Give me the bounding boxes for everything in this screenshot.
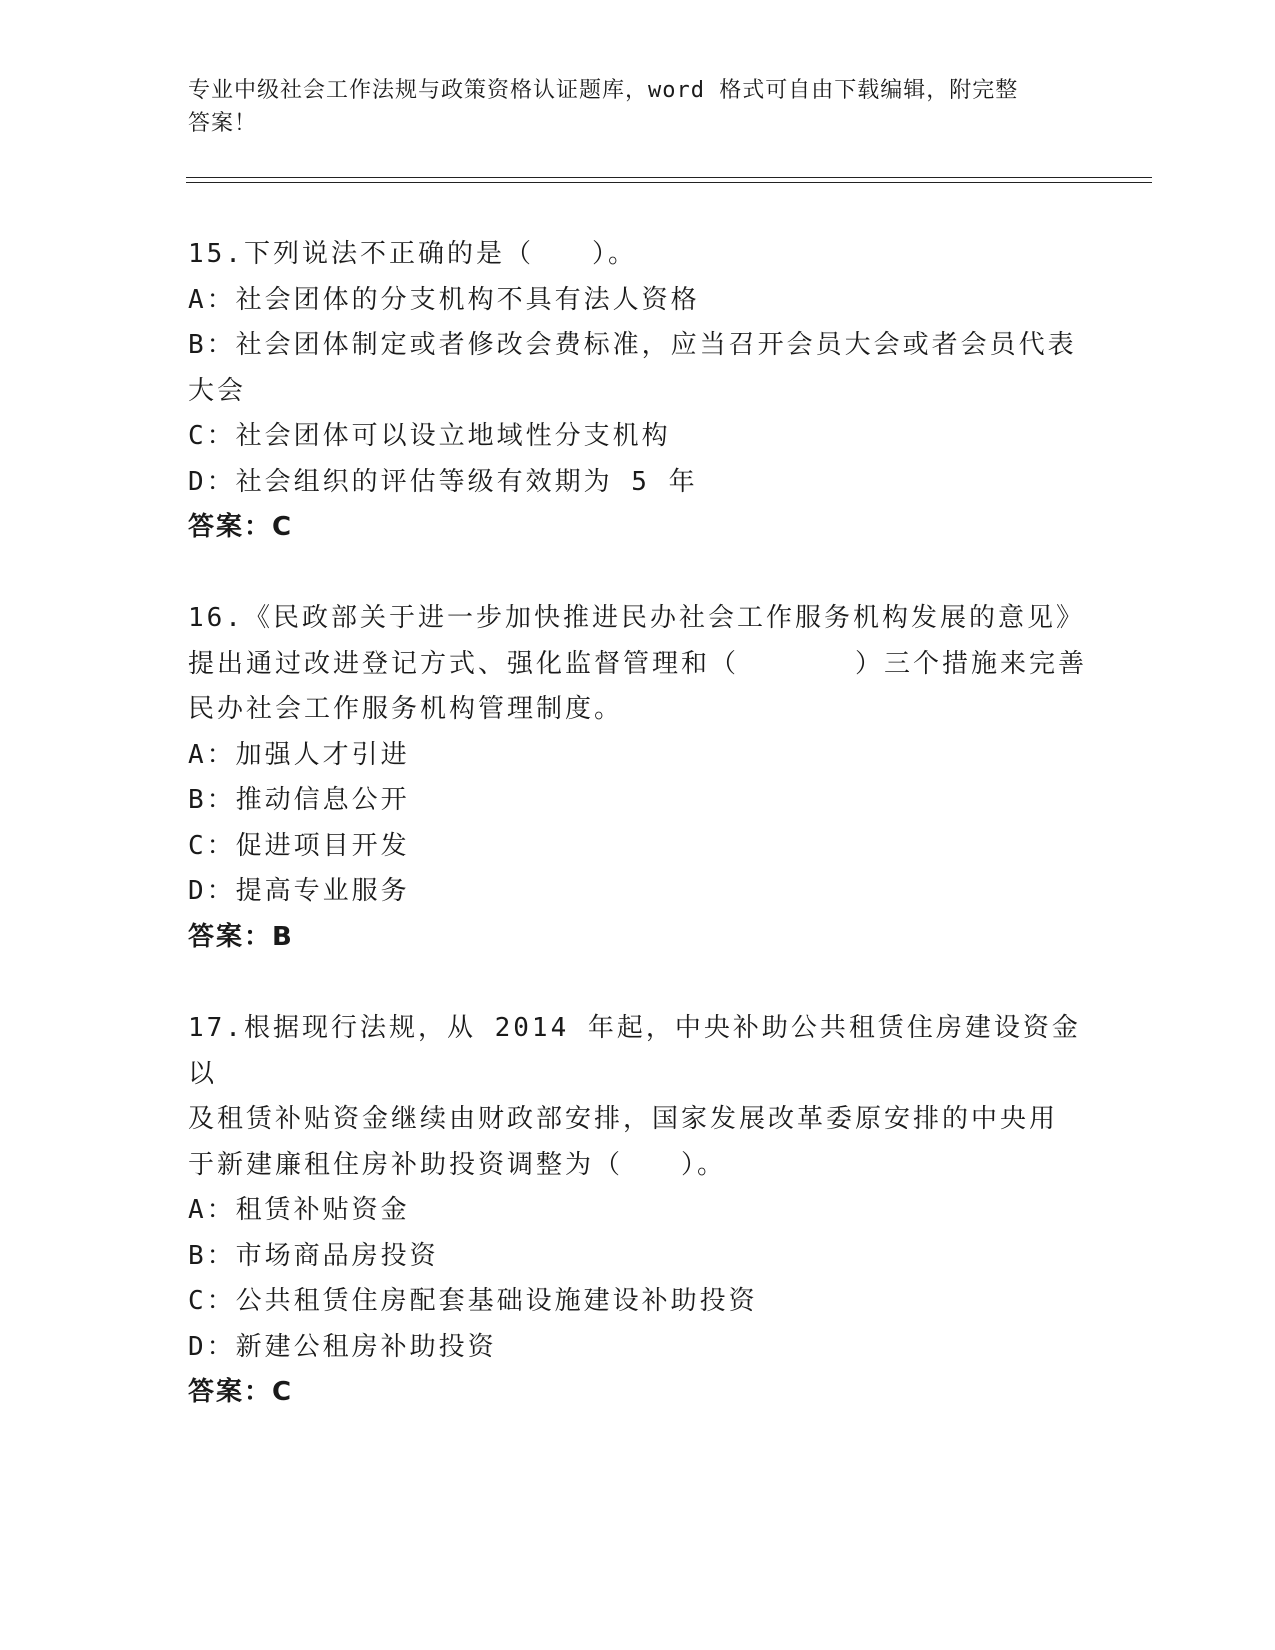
option-d: D：提高专业服务	[188, 876, 410, 906]
option-d: D：社会组织的评估等级有效期为 5 年	[188, 466, 698, 497]
option-c: C：促进项目开发	[188, 830, 410, 861]
option-c: C：社会团体可以设立地域性分支机构	[188, 421, 671, 451]
question-stem: 于新建廉租住房补助投资调整为（ ）。	[188, 1149, 727, 1180]
answer-label: 答案：B	[188, 921, 294, 952]
question-block	[188, 596, 1088, 960]
option-b: B：市场商品房投资	[188, 1240, 439, 1271]
header-line: 答案！	[188, 111, 258, 136]
question-stem: 15.下列说法不正确的是（ ）。	[188, 239, 637, 269]
question-stem: 16.《民政部关于进一步加快推进民办社会工作服务机构发展的意见》	[188, 603, 1085, 633]
option-b: B：社会团体制定或者修改会费标准，应当召开会员大会或者会员代表	[188, 330, 1077, 360]
header-divider	[186, 177, 1152, 178]
document-header	[188, 74, 1068, 140]
option-b: B：推动信息公开	[188, 785, 410, 815]
question-block	[188, 232, 1088, 551]
question-stem: 及租赁补贴资金继续由财政部安排，国家发展改革委原安排的中央用	[188, 1104, 1059, 1134]
option-c: C：公共租赁住房配套基础设施建设补助投资	[188, 1286, 758, 1316]
option-b: 大会	[188, 375, 247, 406]
option-a: A：租赁补贴资金	[188, 1195, 410, 1225]
option-a: A：社会团体的分支机构不具有法人资格	[188, 284, 700, 315]
question-stem: 17.根据现行法规，从 2014 年起，中央补助公共租赁住房建设资金以	[188, 1013, 1081, 1089]
question-block	[188, 1006, 1088, 1416]
answer-label: 答案：C	[188, 512, 294, 542]
answer-label: 答案：C	[188, 1377, 294, 1407]
question-stem: 提出通过改进登记方式、强化监督管理和（ ）三个措施来完善	[188, 648, 1088, 679]
question-stem: 民办社会工作服务机构管理制度。	[188, 694, 624, 724]
header-line: 专业中级社会工作法规与政策资格认证题库，word 格式可自由下载编辑，附完整	[188, 78, 1019, 103]
option-d: D：新建公租房补助投资	[188, 1331, 497, 1362]
header-divider	[186, 182, 1152, 183]
option-a: A：加强人才引进	[188, 739, 410, 770]
